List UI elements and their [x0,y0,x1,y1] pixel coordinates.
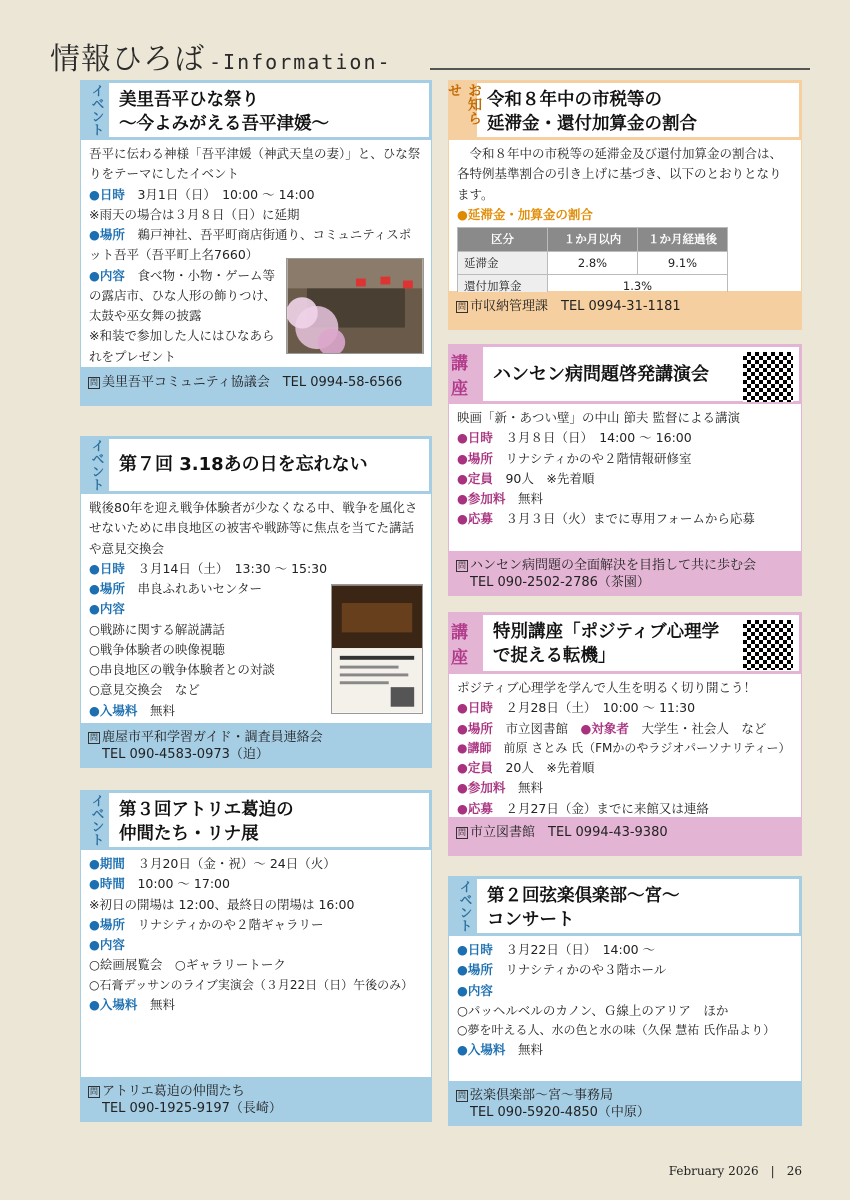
intro-text: 戦後80年を迎え戦争体験者が少なくなる中、戦争を風化させないために串良地区の被害や戦跡等に焦点を当てた講話や意見交換会 [89,500,418,556]
content-label: ●内容 [89,601,125,617]
card-contact [448,1082,802,1126]
list-item: ○意見交換会 など [89,682,200,698]
capacity-label: ●定員 [457,760,493,776]
place-label: ●場所 [457,720,493,736]
card-header [448,612,802,674]
contact-org: アトリエ葛迫の仲間たち [102,1084,245,1099]
fee-label: ●入場料 [89,702,138,718]
time-label: ●時間 [89,876,125,892]
page-header [50,34,392,78]
apply-value: ３月３日（火）までに専用フォームから応募 [505,511,755,527]
list-item: ○パッヘルベルのカノン、Ｇ線上のアリア ほか [457,1002,729,1018]
card-header [448,80,802,140]
date-note: ※雨天の場合は３月８日（日）に延期 [89,206,300,222]
fee-value: 無料 [149,702,175,718]
event-tag: イベント [83,83,109,137]
lecture-tag: 講座 [451,615,483,671]
card-string-concert [448,876,802,1126]
apply-label: ●応募 [457,511,493,527]
fee-value: 無料 [517,780,543,796]
content-note: ※和装で参加した人にはひなあられをプレゼント [89,328,275,364]
card-body [448,404,802,552]
card-title: 第２回弦楽倶楽部〜宮〜 コンサート [487,886,680,930]
contact-icon: 問 [458,828,466,837]
lecturer-label: ●講師 [457,740,492,755]
date-label: ●日時 [89,186,125,202]
place-label: ●場所 [89,916,125,932]
content-label: ●内容 [89,267,125,283]
fee-label: ●入場料 [89,996,138,1012]
table-row [458,251,728,275]
card-body [448,936,802,1082]
card-body [80,494,432,724]
contact-icon: 問 [90,733,98,742]
contact-text: 市立図書館 TEL 0994-43-9380 [470,825,668,840]
intro-text: 映画「新・あつい壁」の中山 節夫 監督による講演 [457,410,740,425]
date-value: ２月28日（土） 10:00 〜 11:30 [505,700,696,716]
table-label: ●延滞金・加算金の割合 [457,206,593,222]
card-title: 第７回 3.18あの日を忘れない [119,454,368,475]
apply-value: ２月27日（金）までに来館又は連絡 [505,800,709,816]
list-item: ○絵画展覧会 ○ギャラリートーク [89,957,286,973]
capacity-value: 20人 ※先着順 [505,760,595,776]
lecturer-value: 前原 さとみ 氏（FMかのやラジオパーソナリティー） [503,740,791,755]
content-value: 食べ物・小物・ゲーム等の露店市、ひな人形の飾りつけ、太鼓や巫女舞の披露 [89,267,277,323]
contact-org: 弦楽倶楽部〜宮〜事務局 [470,1088,614,1103]
fee-value: 無料 [149,996,175,1012]
place-label: ●場所 [457,450,493,466]
list-item: ○戦争体験者の映像視聴 [89,641,225,657]
issue-month: February 2026 [668,1164,759,1178]
contact-icon: 問 [90,1087,98,1096]
date-label: ●日時 [457,430,493,446]
list-item: ○夢を叶える人、水の色と水の味（久保 慧祐 氏作品より） [457,1023,776,1037]
card-hina-matsuri [80,80,432,406]
event-tag: イベント [451,879,477,933]
date-value: ３月８日（日） 14:00 〜 16:00 [505,430,692,446]
fee-value: 無料 [517,491,543,506]
time-value: 10:00 〜 17:00 [137,876,230,892]
title-rule [430,68,810,70]
date-label: ●日時 [457,700,493,716]
page-number: 26 [786,1164,802,1178]
table-header-cell: １か月以内 [548,228,638,252]
intro-text: ポジティブ心理学を学んで人生を明るく切り開こう！ [457,680,757,695]
card-header [448,876,802,936]
place-label: ●場所 [89,227,125,242]
contact-icon: 問 [458,561,466,570]
card-tax-rates [448,80,802,330]
card-contact [448,552,802,596]
event-tag: イベント [83,439,109,491]
contact-icon: 問 [458,1091,466,1100]
contact-tel: TEL 090-1925-9197（長崎） [102,1100,282,1116]
intro-text: 吾平に伝わる神様「吾平津媛（神武天皇の妻）」と、ひな祭りをテーマにしたイベント [89,146,421,182]
card-contact [80,1078,432,1122]
capacity-value: 90人 ※先着順 [505,470,595,486]
card-body [448,674,802,818]
period-label: ●期間 [89,856,125,871]
date-label: ●日時 [457,942,493,957]
contact-tel: TEL 090-2502-2786（茶園） [470,574,650,590]
event-poster-image [331,584,423,714]
contact-org: ハンセン病問題の全面解決を目指して共に歩む会 [470,558,757,573]
section-title: 情報ひろば [50,42,205,77]
capacity-label: ●定員 [457,470,493,486]
target-value: 大学生・社会人 など [641,720,767,736]
card-header [80,80,432,140]
date-label: ●日時 [89,560,125,576]
table-header-cell: １か月経過後 [638,228,728,252]
lecture-tag: 講座 [451,347,483,401]
list-item: ○串良地区の戦争体験者との対談 [89,662,275,677]
place-value: リナシティかのや２階ギャラリー [137,916,324,932]
contact-text: 市収納管理課 TEL 0994-31-1181 [470,299,681,314]
place-value: 市立図書館 [505,720,568,736]
contact-org: 鹿屋市平和学習ガイド・調査員連絡会 [102,730,323,745]
table-header-row [458,228,728,252]
card-title: 特別講座「ポジティブ心理学 で捉える転機」 [493,622,720,666]
card-body [80,850,432,1078]
place-label: ●場所 [89,581,125,596]
section-subtitle: -Information- [209,50,392,74]
card-contact [448,818,802,856]
card-hansen-lecture [448,344,802,596]
fee-label: ●入場料 [457,1042,506,1058]
card-header [448,344,802,404]
card-header [80,436,432,494]
hina-festival-photo [286,258,424,354]
contact-tel: TEL 090-4583-0973（迫） [102,746,269,762]
period-value: ３月20日（金・祝）〜 24日（火） [137,856,336,871]
fee-value: 無料 [517,1042,543,1058]
place-value: 串良ふれあいセンター [137,581,262,596]
card-contact [448,292,802,330]
content-label: ●内容 [457,982,493,998]
table-cell: 1.3% [548,275,728,299]
fee-label: ●参加料 [457,491,506,506]
card-positive-psychology [448,612,802,856]
place-label: ●場所 [457,962,493,978]
list-item: ○石膏デッサンのライブ実演会（３月22日（日）午後のみ） [89,977,414,992]
rate-table [457,227,728,299]
target-label: ●対象者 [580,720,629,736]
time-note: ※初日の開場は 12:00、最終日の閉場は 16:00 [89,896,355,912]
event-tag: イベント [83,793,109,847]
card-title: 第３回アトリエ葛迫の 仲間たち・リナ展 [119,800,294,844]
contact-text: 美里吾平コミュニティ協議会 TEL 0994-58-6566 [102,375,403,390]
card-contact [80,368,432,406]
table-cell: 9.1% [638,251,728,275]
date-value: ３月14日（土） 13:30 〜 15:30 [137,560,328,576]
content-label: ●内容 [89,937,125,952]
apply-label: ●応募 [457,800,493,816]
page-footer: February 2026 | 26 [668,1164,802,1178]
qr-code-icon[interactable] [743,352,793,402]
list-item: ○戦跡に関する解説講話 [89,621,225,637]
card-title: 令和８年中の市税等の 延滞金・還付加算金の割合 [487,90,697,134]
contact-icon: 問 [458,302,466,311]
table-cell: 2.8% [548,251,638,275]
card-body [80,140,432,368]
place-value: 鵜戸神社、吾平町商店街通り、コミュニティスポット吾平（吾平町上名7660） [89,227,412,263]
card-318-event [80,436,432,768]
place-value: リナシティかのや３階ホール [505,962,667,978]
card-body [448,140,802,292]
qr-code-icon[interactable] [743,620,793,670]
card-contact [80,724,432,768]
card-title: 美里吾平ひな祭り 〜今よみがえる吾平津媛〜 [119,90,329,134]
contact-icon: 問 [90,378,98,387]
card-header [80,790,432,850]
place-value: リナシティかのや２階情報研修室 [505,450,692,466]
table-cell: 延滞金 [458,251,548,275]
table-cell: 還付加算金 [458,275,548,299]
card-atelier-exhibition [80,790,432,1122]
card-title: ハンセン病問題啓発講演会 [493,364,709,385]
notice-tag: お知らせ [451,83,477,137]
intro-text: 令和８年中の市税等の延滞金及び還付加算金の割合は、各特例基準割合の引き上げに基づき、以下のとおりとなります。 [457,146,783,202]
date-value: ３月22日（日） 14:00 〜 [505,942,656,957]
table-header-cell: 区分 [458,228,548,252]
fee-label: ●参加料 [457,780,506,796]
date-value: 3月1日（日） 10:00 〜 14:00 [137,186,315,202]
contact-tel: TEL 090-5920-4850（中原） [470,1104,650,1120]
